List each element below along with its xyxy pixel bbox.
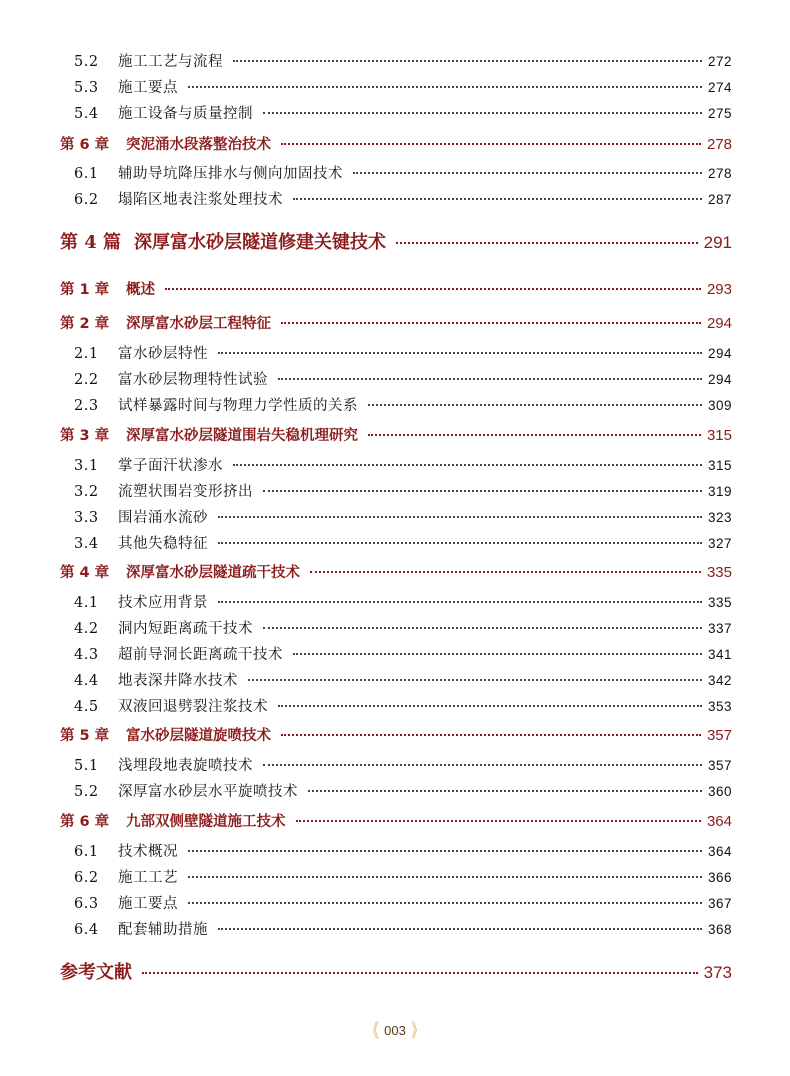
chapter-number: 第 6 章 (60, 814, 110, 830)
section-title: 施工要点 (118, 80, 178, 96)
page-number: 294 (706, 315, 732, 332)
chapter-title: 深厚富水砂层隧道围岩失稳机理研究 (126, 428, 358, 444)
section-number: 2.2 (74, 372, 99, 388)
section-title: 地表深井降水技术 (118, 673, 238, 689)
section-title: 洞内短距离疏干技术 (118, 621, 253, 637)
dot-leader (218, 542, 702, 544)
page-number: 323 (707, 510, 732, 525)
section-number: 2.1 (74, 346, 99, 362)
section-number: 6.2 (74, 192, 99, 208)
page-number: 278 (706, 136, 732, 153)
dot-leader (263, 112, 702, 114)
page-number: 275 (707, 106, 732, 121)
section-number: 3.3 (74, 510, 99, 526)
dot-leader (218, 601, 702, 603)
toc-entry-section[interactable] (60, 866, 732, 887)
dot-leader (218, 352, 702, 354)
chapter-title: 深厚富水砂层工程特征 (126, 316, 271, 332)
part-number: 第 4 篇 (60, 232, 122, 253)
chapter-number: 第 2 章 (60, 316, 110, 332)
page-number: 327 (707, 536, 732, 551)
chapter-title: 深厚富水砂层隧道疏干技术 (126, 565, 300, 581)
section-title: 深厚富水砂层水平旋喷技术 (118, 784, 298, 800)
toc-entry-section[interactable] (60, 394, 732, 415)
section-number: 5.2 (74, 784, 99, 800)
page-number: 342 (707, 673, 732, 688)
toc-entry-section[interactable] (60, 102, 732, 123)
page-footer (0, 1017, 790, 1043)
toc-entry-section[interactable] (60, 840, 732, 861)
page-number: 373 (703, 963, 732, 982)
dot-leader (368, 434, 701, 436)
page-number: 274 (707, 80, 732, 95)
dot-leader (310, 571, 701, 573)
section-number: 5.4 (74, 106, 99, 122)
section-number: 3.1 (74, 458, 99, 474)
section-title: 其他失稳特征 (118, 536, 208, 552)
section-title: 施工设备与质量控制 (118, 106, 253, 122)
toc-entry-part[interactable] (60, 228, 732, 254)
page-number: 357 (707, 758, 732, 773)
section-number: 6.4 (74, 922, 99, 938)
section-title: 辅助导坑降压排水与侧向加固技术 (118, 166, 343, 182)
section-title: 技术概况 (118, 844, 178, 860)
page-number: 364 (706, 813, 732, 830)
section-number: 3.2 (74, 484, 99, 500)
section-title: 塌陷区地表注浆处理技术 (118, 192, 283, 208)
page-number: 353 (707, 699, 732, 714)
chapter-number: 第 6 章 (60, 137, 110, 153)
chapter-number: 第 5 章 (60, 728, 110, 744)
section-number: 5.2 (74, 54, 99, 70)
dot-leader (281, 143, 701, 145)
dot-leader (281, 734, 701, 736)
toc-entry-chapter[interactable] (60, 312, 732, 333)
section-title: 超前导洞长距离疏干技术 (118, 647, 283, 663)
page-number: 315 (707, 458, 732, 473)
page-number: 335 (707, 595, 732, 610)
page-number: 291 (703, 233, 732, 252)
dot-leader (281, 322, 701, 324)
page-number: 293 (706, 281, 732, 298)
chapter-number: 第 1 章 (60, 282, 110, 298)
section-number: 6.1 (74, 166, 99, 182)
page-number: 309 (707, 398, 732, 413)
section-title: 施工工艺 (118, 870, 178, 886)
part-title: 深厚富水砂层隧道修建关键技术 (134, 232, 386, 253)
dot-leader (353, 172, 702, 174)
page-number: 367 (707, 896, 732, 911)
toc-entry-chapter[interactable] (60, 561, 732, 582)
page-number: 319 (707, 484, 732, 499)
toc-entry-section[interactable] (60, 506, 732, 527)
section-number: 4.3 (74, 647, 99, 663)
toc-entry-chapter[interactable] (60, 133, 732, 154)
toc-entry-section[interactable] (60, 76, 732, 97)
section-title: 试样暴露时间与物理力学性质的关系 (118, 398, 358, 414)
footer-page-number: 003 (384, 1022, 406, 1038)
section-title: 流塑状围岩变形挤出 (118, 484, 253, 500)
toc-entry-section[interactable] (60, 892, 732, 913)
section-title: 掌子面汗状渗水 (118, 458, 223, 474)
toc-entry-section[interactable] (60, 780, 732, 801)
page-number: 337 (707, 621, 732, 636)
dot-leader (218, 928, 702, 930)
chevron-right-icon: 》 (411, 1021, 423, 1041)
dot-leader (308, 790, 702, 792)
toc-entry-section[interactable] (60, 342, 732, 363)
toc-entry-section[interactable] (60, 617, 732, 638)
dot-leader (293, 653, 702, 655)
toc-entry-section[interactable] (60, 532, 732, 553)
section-title: 施工要点 (118, 896, 178, 912)
dot-leader (263, 627, 702, 629)
toc-entry-section[interactable] (60, 669, 732, 690)
section-number: 6.3 (74, 896, 99, 912)
toc-entry-section[interactable] (60, 480, 732, 501)
toc-entry-section[interactable] (60, 188, 732, 209)
dot-leader (218, 516, 702, 518)
section-title: 富水砂层特性 (118, 346, 208, 362)
dot-leader (188, 902, 702, 904)
page-number: 360 (707, 784, 732, 799)
section-number: 5.1 (74, 758, 99, 774)
section-number: 3.4 (74, 536, 99, 552)
chapter-title: 九部双侧壁隧道施工技术 (126, 814, 286, 830)
dot-leader (233, 60, 702, 62)
toc-entry-chapter[interactable] (60, 424, 732, 445)
section-title: 双液回退劈裂注浆技术 (118, 699, 268, 715)
page-number: 341 (707, 647, 732, 662)
toc-entry-section[interactable] (60, 695, 732, 716)
section-title: 配套辅助措施 (118, 922, 208, 938)
toc-entry-section[interactable] (60, 454, 732, 475)
dot-leader (233, 464, 702, 466)
page-number: 272 (707, 54, 732, 69)
toc-entry-chapter[interactable] (60, 810, 732, 831)
chapter-number: 第 4 章 (60, 565, 110, 581)
dot-leader (263, 490, 702, 492)
chapter-title: 概述 (126, 282, 155, 298)
chevron-left-icon: 《 (367, 1021, 379, 1041)
chapter-number: 第 3 章 (60, 428, 110, 444)
dot-leader (368, 404, 702, 406)
toc-entry-section[interactable] (60, 162, 732, 183)
section-number: 6.1 (74, 844, 99, 860)
page-number: 315 (706, 427, 732, 444)
section-number: 4.1 (74, 595, 99, 611)
dot-leader (142, 972, 698, 974)
dot-leader (248, 679, 702, 681)
dot-leader (188, 86, 702, 88)
section-title: 技术应用背景 (118, 595, 208, 611)
section-title: 富水砂层物理特性试验 (118, 372, 268, 388)
section-title: 浅埋段地表旋喷技术 (118, 758, 253, 774)
dot-leader (396, 242, 698, 244)
chapter-title: 富水砂层隧道旋喷技术 (126, 728, 271, 744)
page-number: 294 (707, 346, 732, 361)
references-title: 参考文献 (60, 962, 132, 983)
chapter-title: 突泥涌水段落整治技术 (126, 137, 271, 153)
section-title: 围岩涌水流砂 (118, 510, 208, 526)
dot-leader (188, 876, 702, 878)
section-number: 4.2 (74, 621, 99, 637)
section-number: 6.2 (74, 870, 99, 886)
section-number: 4.4 (74, 673, 99, 689)
page-number: 357 (706, 727, 732, 744)
page-number: 278 (707, 166, 732, 181)
toc-entry-section[interactable] (60, 754, 732, 775)
dot-leader (278, 378, 702, 380)
toc-entry-chapter[interactable] (60, 724, 732, 745)
dot-leader (296, 820, 701, 822)
toc-entry-references[interactable] (60, 958, 732, 984)
toc-entry-section[interactable] (60, 368, 732, 389)
dot-leader (263, 764, 702, 766)
toc-entry-chapter[interactable] (60, 278, 732, 299)
section-title: 施工工艺与流程 (118, 54, 223, 70)
toc-entry-section[interactable] (60, 50, 732, 71)
toc-entry-section[interactable] (60, 918, 732, 939)
dot-leader (165, 288, 701, 290)
dot-leader (293, 198, 702, 200)
page-number: 294 (707, 372, 732, 387)
section-number: 2.3 (74, 398, 99, 414)
page-number: 368 (707, 922, 732, 937)
toc-entry-section[interactable] (60, 591, 732, 612)
page-number: 287 (707, 192, 732, 207)
page-number: 335 (706, 564, 732, 581)
toc-entry-section[interactable] (60, 643, 732, 664)
page-number: 364 (707, 844, 732, 859)
dot-leader (278, 705, 702, 707)
dot-leader (188, 850, 702, 852)
page-number: 366 (707, 870, 732, 885)
section-number: 5.3 (74, 80, 99, 96)
section-number: 4.5 (74, 699, 99, 715)
